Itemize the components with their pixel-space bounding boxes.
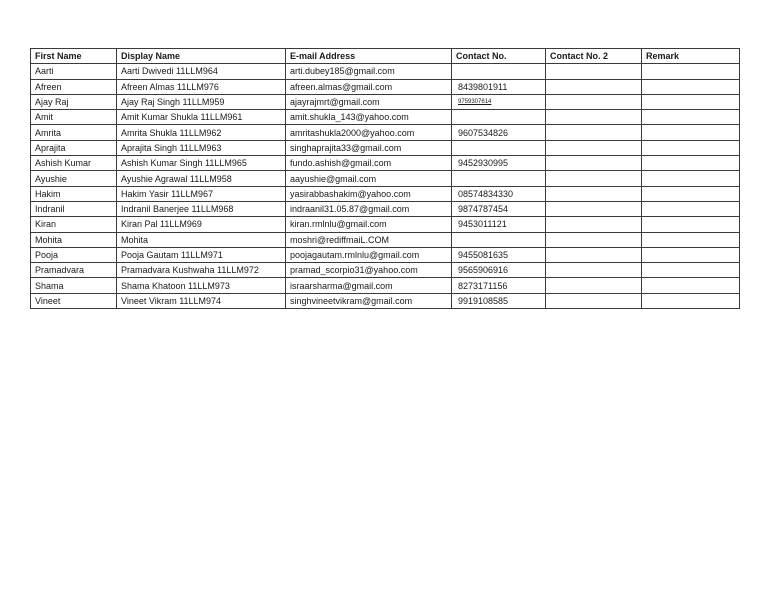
cell-remark [642,217,740,232]
header-contact-no-2: Contact No. 2 [546,49,642,64]
cell-contact-no-2 [546,156,642,171]
cell-email: aayushie@gmail.com [286,171,452,186]
cell-remark [642,110,740,125]
cell-contact-no [452,64,546,79]
cell-display-name: Afreen Almas 11LLM976 [117,79,286,94]
cell-first-name: Ashish Kumar [31,156,117,171]
cell-display-name: Pooja Gautam 11LLM971 [117,247,286,262]
cell-contact-no: 9607534826 [452,125,546,140]
table-row [31,293,740,308]
cell-email: afreen.almas@gmail.com [286,79,452,94]
cell-contact-no: 9874787454 [452,201,546,216]
cell-first-name: Pramadvara [31,263,117,278]
cell-remark [642,293,740,308]
cell-contact-no-2 [546,79,642,94]
table-row [31,140,740,155]
cell-display-name: Pramadvara Kushwaha 11LLM972 [117,263,286,278]
contact-sheet [30,48,740,309]
cell-remark [642,263,740,278]
cell-contact-no-2 [546,64,642,79]
cell-first-name: Kiran [31,217,117,232]
cell-display-name: Mohita [117,232,286,247]
cell-first-name: Mohita [31,232,117,247]
contacts-table [30,48,740,309]
cell-email: moshri@rediffmaiL.COM [286,232,452,247]
cell-email: amit.shukla_143@yahoo.com [286,110,452,125]
cell-contact-no: 8273171156 [452,278,546,293]
cell-remark [642,140,740,155]
cell-first-name: Amrita [31,125,117,140]
cell-remark [642,94,740,109]
cell-email: yasirabbashakim@yahoo.com [286,186,452,201]
cell-contact-no [452,232,546,247]
cell-first-name: Ayushie [31,171,117,186]
cell-first-name: Aarti [31,64,117,79]
cell-contact-no: 9452930995 [452,156,546,171]
cell-first-name: Ajay Raj [31,94,117,109]
header-first-name: First Name [31,49,117,64]
table-row [31,94,740,109]
table-row [31,171,740,186]
table-row [31,217,740,232]
cell-contact-no: 9565906916 [452,263,546,278]
cell-contact-no: 8439801911 [452,79,546,94]
header-remark: Remark [642,49,740,64]
cell-contact-no-2 [546,247,642,262]
cell-first-name: Shama [31,278,117,293]
cell-display-name: Ashish Kumar Singh 11LLM965 [117,156,286,171]
cell-contact-no: 9455081635 [452,247,546,262]
table-row [31,186,740,201]
cell-display-name: Kiran Pal 11LLM969 [117,217,286,232]
cell-remark [642,278,740,293]
header-row [31,49,740,64]
cell-remark [642,79,740,94]
cell-contact-no-2 [546,94,642,109]
table-row [31,232,740,247]
cell-display-name: Aprajita Singh 11LLM963 [117,140,286,155]
cell-contact-no: 08574834330 [452,186,546,201]
header-email-address: E-mail Address [286,49,452,64]
cell-first-name: Pooja [31,247,117,262]
cell-remark [642,186,740,201]
cell-display-name: Ajay Raj Singh 11LLM959 [117,94,286,109]
table-row [31,278,740,293]
cell-contact-no-2 [546,263,642,278]
cell-email: kiran.rmlnlu@gmail.com [286,217,452,232]
cell-contact-no: 9759307614 [452,94,546,109]
cell-display-name: Indranil Banerjee 11LLM968 [117,201,286,216]
table-row [31,201,740,216]
cell-contact-no: 9453011121 [452,217,546,232]
cell-email: poojagautam.rmlnlu@gmail.com [286,247,452,262]
cell-email: ajayrajmrt@gmail.com [286,94,452,109]
cell-display-name: Amit Kumar Shukla 11LLM961 [117,110,286,125]
cell-contact-no-2 [546,278,642,293]
cell-display-name: Hakim Yasir 11LLM967 [117,186,286,201]
cell-remark [642,247,740,262]
cell-remark [642,125,740,140]
cell-contact-no [452,110,546,125]
table-row [31,247,740,262]
cell-contact-no-2 [546,201,642,216]
cell-email: israarsharma@gmail.com [286,278,452,293]
cell-first-name: Hakim [31,186,117,201]
cell-display-name: Ayushie Agrawal 11LLM958 [117,171,286,186]
cell-first-name: Aprajita [31,140,117,155]
cell-first-name: Vineet [31,293,117,308]
table-row [31,125,740,140]
cell-contact-no [452,140,546,155]
cell-contact-no-2 [546,110,642,125]
cell-display-name: Vineet Vikram 11LLM974 [117,293,286,308]
cell-remark [642,64,740,79]
table-row [31,110,740,125]
cell-first-name: Amit [31,110,117,125]
cell-email: pramad_scorpio31@yahoo.com [286,263,452,278]
cell-remark [642,171,740,186]
cell-contact-no-2 [546,125,642,140]
table-row [31,263,740,278]
cell-display-name: Shama Khatoon 11LLM973 [117,278,286,293]
cell-email: singhvineetvikram@gmail.com [286,293,452,308]
cell-first-name: Indranil [31,201,117,216]
cell-contact-no-2 [546,293,642,308]
cell-email: fundo.ashish@gmail.com [286,156,452,171]
header-contact-no: Contact No. [452,49,546,64]
cell-contact-no-2 [546,171,642,186]
table-row [31,156,740,171]
cell-contact-no-2 [546,232,642,247]
cell-contact-no-2 [546,186,642,201]
cell-remark [642,201,740,216]
cell-contact-no-2 [546,217,642,232]
table-row [31,64,740,79]
cell-contact-no: 9919108585 [452,293,546,308]
table-row [31,79,740,94]
cell-first-name: Afreen [31,79,117,94]
cell-contact-no-2 [546,140,642,155]
cell-remark [642,232,740,247]
cell-email: indraanil31.05.87@gmail.com [286,201,452,216]
cell-contact-no [452,171,546,186]
cell-email: singhaprajita33@gmail.com [286,140,452,155]
cell-email: amritashukla2000@yahoo.com [286,125,452,140]
cell-display-name: Aarti Dwivedi 11LLM964 [117,64,286,79]
header-display-name: Display Name [117,49,286,64]
cell-display-name: Amrita Shukla 11LLM962 [117,125,286,140]
cell-email: arti.dubey185@gmail.com [286,64,452,79]
cell-remark [642,156,740,171]
